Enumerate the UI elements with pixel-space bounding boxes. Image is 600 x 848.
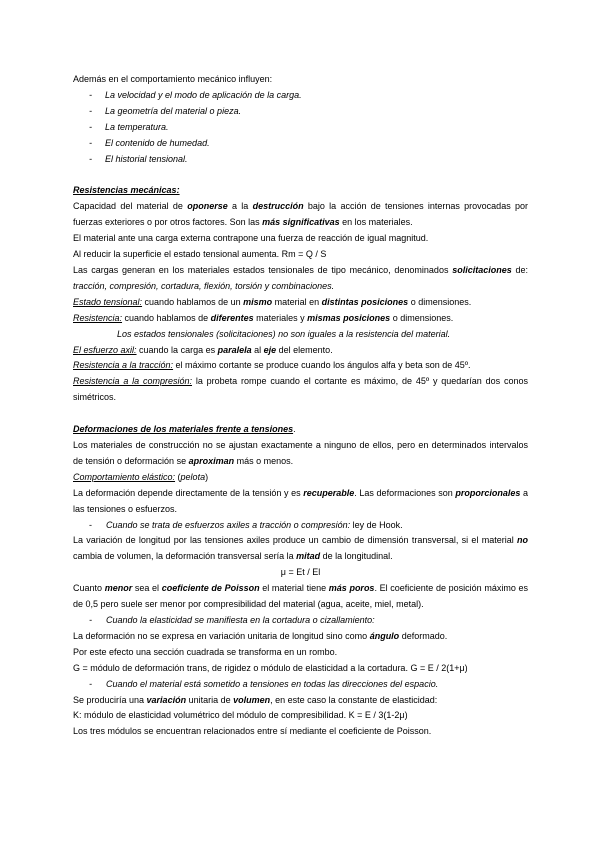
- comportamiento-elastico: Comportamiento elástico: (pelota): [73, 471, 209, 482]
- resistencias-p3: Al reducir la superficie el estado tensional aumenta. Rm = Q / S: [73, 249, 327, 260]
- deformaciones-p8: Se produciría una variación unitaria de volumen, en este caso la constante de elasticidad:: [73, 694, 438, 705]
- resistencias-note: Los estados tensionales (solicitaciones) no son iguales a la resistencia del material.: [117, 328, 451, 339]
- esfuerzo-axil: El esfuerzo axil: cuando la carga es paralela al eje del elemento.: [73, 344, 333, 355]
- deformaciones-p4: Cuanto menor sea el coeficiente de Poisson el material tiene más poros. El coeficiente de posición máximo es de 0,5 pero suele ser menor por compresibilidad del material (agua, aceite, miel, metal).: [73, 583, 528, 610]
- deformaciones-p2: La deformación depende directamente de la tensión y es recuperable. Las deformaciones son proporcionales a las tensiones o esfuerzos.: [73, 487, 528, 514]
- resistencias-p4: Las cargas generan en los materiales estados tensionales de tipo mecánico, denominados solicitaciones de: tracción, compresión, cortadura, flexión, torsión y combinaciones.: [73, 264, 528, 291]
- intro-lead: Además en el comportamiento mecánico influyen:: [73, 74, 273, 84]
- poisson-formula: μ = Et / El: [280, 567, 321, 578]
- factor-item: - La velocidad y el modo de aplicación de la carga.: [73, 88, 528, 104]
- resistencias-heading: Resistencias mecánicas:: [73, 185, 180, 196]
- factor-item: - La temperatura.: [73, 120, 528, 136]
- resistencias-p2: El material ante una carga externa contrapone una fuerza de reacción de igual magnitud.: [73, 233, 429, 244]
- deformaciones-heading: Deformaciones de los materiales frente a tensiones.: [73, 424, 296, 435]
- deformaciones-bullet-2: - Cuando la elasticidad se manifiesta en la cortadura o cizallamiento:: [73, 613, 528, 629]
- factor-item: - El historial tensional.: [73, 152, 528, 168]
- resistencia-traccion: Resistencia a la tracción: el máximo cortante se produce cuando los ángulos alfa y beta son de 45º.: [73, 360, 471, 371]
- document-body: [73, 72, 528, 740]
- deformaciones-p7: G = módulo de deformación trans, de rigidez o módulo de elasticidad a la cortadura. G = E / 2(1+μ): [73, 662, 468, 673]
- estado-tensional: Estado tensional: cuando hablamos de un mismo material en distintas posiciones o dimensiones.: [73, 296, 472, 307]
- deformaciones-p1: Los materiales de construcción no se ajustan exactamente a ninguno de ellos, pero en determinados intervalos de tensión o deformación se aproximan más o menos.: [73, 440, 528, 466]
- deformaciones-bullet-1: - Cuando se trata de esfuerzos axiles a tracción o compresión: ley de Hook.: [73, 518, 528, 534]
- resistencia-compresion: Resistencia a la compresión: la probeta rompe cuando el cortante es máximo, de 45º y quedarían dos conos simétricos.: [73, 376, 528, 403]
- deformaciones-bullet-3: - Cuando el material está sometido a tensiones en todas las direcciones del espacio.: [73, 677, 528, 693]
- deformaciones-p5: La deformación no se expresa en variación unitaria de longitud sino como ángulo deformado.: [73, 630, 448, 641]
- deformaciones-p6: Por este efecto una sección cuadrada se transforma en un rombo.: [73, 646, 338, 657]
- resistencias-p1: Capacidad del material de oponerse a la destrucción bajo la acción de tensiones internas provocadas por fuerzas exteriores o por otros factores. Son las más significativas en los materiales.: [73, 201, 528, 228]
- deformaciones-p3: La variación de longitud por las tensiones axiles produce un cambio de dimensión transversal, si el material no cambia de volumen, la deformación transversal sería la mitad de la longitudinal.: [73, 535, 528, 562]
- resistencia-def: Resistencia: cuando hablamos de diferentes materiales y mismas posiciones o dimensiones.: [73, 312, 454, 323]
- deformaciones-p9: K: módulo de elasticidad volumétrico del módulo de compresibilidad. K = E / 3(1-2μ): [73, 710, 408, 721]
- factor-item: - El contenido de humedad.: [73, 136, 528, 152]
- factor-item: - La geometría del material o pieza.: [73, 104, 528, 120]
- deformaciones-p10: Los tres módulos se encuentran relacionados entre sí mediante el coeficiente de Poisson.: [73, 726, 432, 737]
